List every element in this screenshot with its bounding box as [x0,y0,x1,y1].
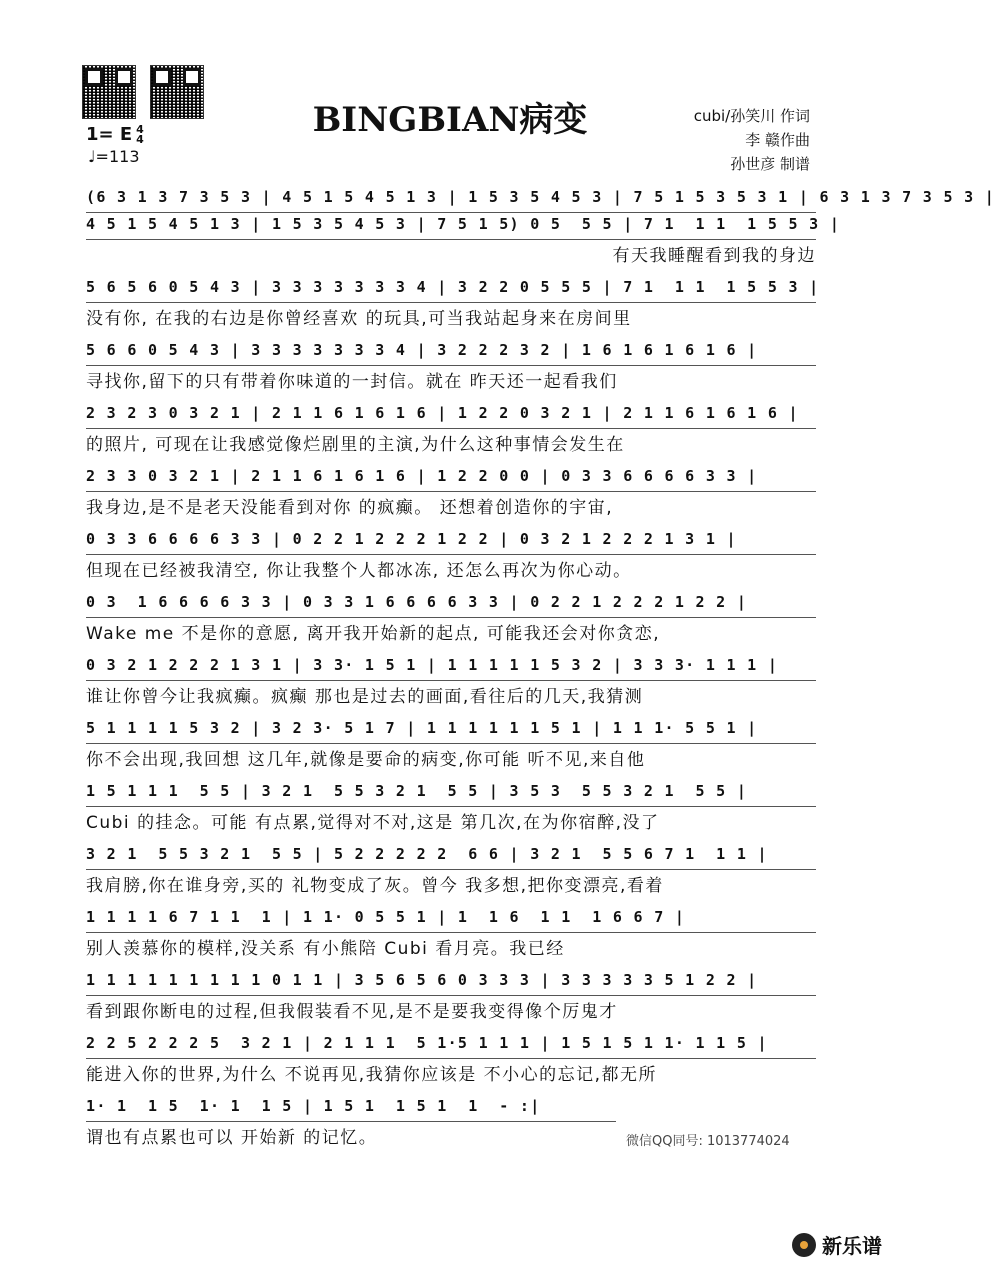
lyrics-line: 你不会出现,我回想 这几年,就像是要命的病变,你可能 听不见,来自他 [86,750,646,770]
lyrics-line: 的照片, 可现在让我感觉像烂剧里的主演,为什么这种事情会发生在 [86,435,625,455]
lyrics-line: 没有你, 在我的右边是你曾经喜欢 的玩具,可当我站起身来在房间里 [86,309,632,329]
lyrics-line: 有天我睡醒看到我的身边 [612,246,816,266]
notation-line: 3 2 1 5 5 3 2 1 5 5 | 5 2 2 2 2 2 6 6 | 3 2 1 5 5 6 7 1 1 1 | [86,843,816,870]
composer-credit: 李 赣作曲 [745,131,810,149]
lyrics-line: 能进入你的世界,为什么 不说再见,我猜你应该是 不小心的忘记,都无所 [86,1065,658,1085]
notation-line: 1 5 1 1 1 5 5 | 3 2 1 5 5 3 2 1 5 5 | 3 5 3 5 5 3 2 1 5 5 | [86,780,816,807]
notation-line: 1 1 1 1 6 7 1 1 1 | 1 1· 0 5 5 1 | 1 1 6 1 1 1 6 6 7 | [86,906,816,933]
song-title: BINGBIAN病变 [312,100,588,140]
notation-line: 5 6 5 6 0 5 4 3 | 3 3 3 3 3 3 3 4 | 3 2 2 0 5 5 5 | 7 1 1 1 1 5 5 3 | [86,276,816,303]
lyrics-line: 但现在已经被我清空, 你让我整个人都冰冻, 还怎么再次为你心动。 [86,561,632,581]
lyrics-line: 谁让你曾今让我疯癫。疯癫 那也是过去的画面,看往后的几天,我猜测 [86,687,644,707]
time-signature-bottom: 4 [136,132,144,146]
lyrics-line: 谓也有点累也可以 开始新 的记忆。 [86,1128,378,1148]
notation-line: 5 1 1 1 1 5 3 2 | 3 2 3· 5 1 7 | 1 1 1 1 1 1 5 1 | 1 1 1· 5 5 1 | [86,717,816,744]
lyrics-line: 别人羡慕你的模样,没关系 有小熊陪 Cubi 看月亮。我已经 [86,939,565,959]
lyricist-credit: cubi/孙笑川 作词 [693,107,810,125]
notation-line: 1· 1 1 5 1· 1 1 5 | 1 5 1 1 5 1 1 - :| [86,1095,616,1122]
notation-line: 0 3 3 6 6 6 6 3 3 | 0 2 2 1 2 2 2 1 2 2 | 0 3 2 1 2 2 2 1 3 1 | [86,528,816,555]
lyrics-line: 我身边,是不是老天没能看到对你 的疯癫。 还想着创造你的宇宙, [86,498,614,518]
site-logo [792,1230,882,1259]
notation-line: 0 3 1 6 6 6 6 3 3 | 0 3 3 1 6 6 6 6 3 3 | 0 2 2 1 2 2 2 1 2 2 | [86,591,816,618]
notation-line: 2 2 5 2 2 2 5 3 2 1 | 2 1 1 1 5 1·5 1 1 1 | 1 5 1 5 1 1· 1 1 5 | [86,1032,816,1059]
vinyl-disc-icon [792,1233,816,1257]
credits [694,104,810,176]
notation-line: 4 5 1 5 4 5 1 3 | 1 5 3 5 4 5 3 | 7 5 1 5) 0 5 5 5 | 7 1 1 1 1 5 5 3 | [86,213,816,240]
notation-line: 2 3 2 3 0 3 2 1 | 2 1 1 6 1 6 1 6 | 1 2 2 0 3 2 1 | 2 1 1 6 1 6 1 6 | [86,402,816,429]
notation-line: 1 1 1 1 1 1 1 1 1 0 1 1 | 3 5 6 5 6 0 3 3 3 | 3 3 3 3 3 5 1 2 2 | [86,969,816,996]
lyrics-line: 看到跟你断电的过程,但我假装看不见,是不是要我变得像个厉鬼才 [86,1002,618,1022]
time-signature [136,122,144,146]
lyrics-line: Wake me 不是你的意愿, 离开我开始新的起点, 可能我还会对你贪恋, [86,624,661,644]
score-body [86,186,995,1158]
notation-line: 2 3 3 0 3 2 1 | 2 1 1 6 1 6 1 6 | 1 2 2 0 0 | 0 3 3 6 6 6 6 3 3 | [86,465,816,492]
key-signature [86,124,144,145]
time-signature-top: 4 [136,122,144,136]
lyrics-line: 我肩膀,你在谁身旁,买的 礼物变成了灰。曾今 我多想,把你变漂亮,看着 [86,876,664,896]
notation-line: 0 3 2 1 2 2 2 1 3 1 | 3 3· 1 5 1 | 1 1 1 1 1 5 3 2 | 3 3 3· 1 1 1 | [86,654,816,681]
lyrics-line: 寻找你,留下的只有带着你味道的一封信。就在 昨天还一起看我们 [86,372,618,392]
tempo-marking: ♩=113 [88,147,140,166]
key-label: 1= E [86,124,133,145]
lyrics-line: Cubi 的挂念。可能 有点累,觉得对不对,这是 第几次,在为你宿醉,没了 [86,813,660,833]
notation-line: (6 3 1 3 7 3 5 3 | 4 5 1 5 4 5 1 3 | 1 5 3 5 4 5 3 | 7 5 1 5 3 5 3 1 | 6 3 1 3 7 3 5 3 | [86,186,816,213]
notation-line: 5 6 6 0 5 4 3 | 3 3 3 3 3 3 3 4 | 3 2 2 2 3 2 | 1 6 1 6 1 6 1 6 | [86,339,816,366]
arranger-credit: 孙世彦 制谱 [730,155,810,173]
contact-text: 微信QQ同号: 1013774024 [626,1134,790,1149]
logo-text: 新乐谱 [822,1234,882,1258]
